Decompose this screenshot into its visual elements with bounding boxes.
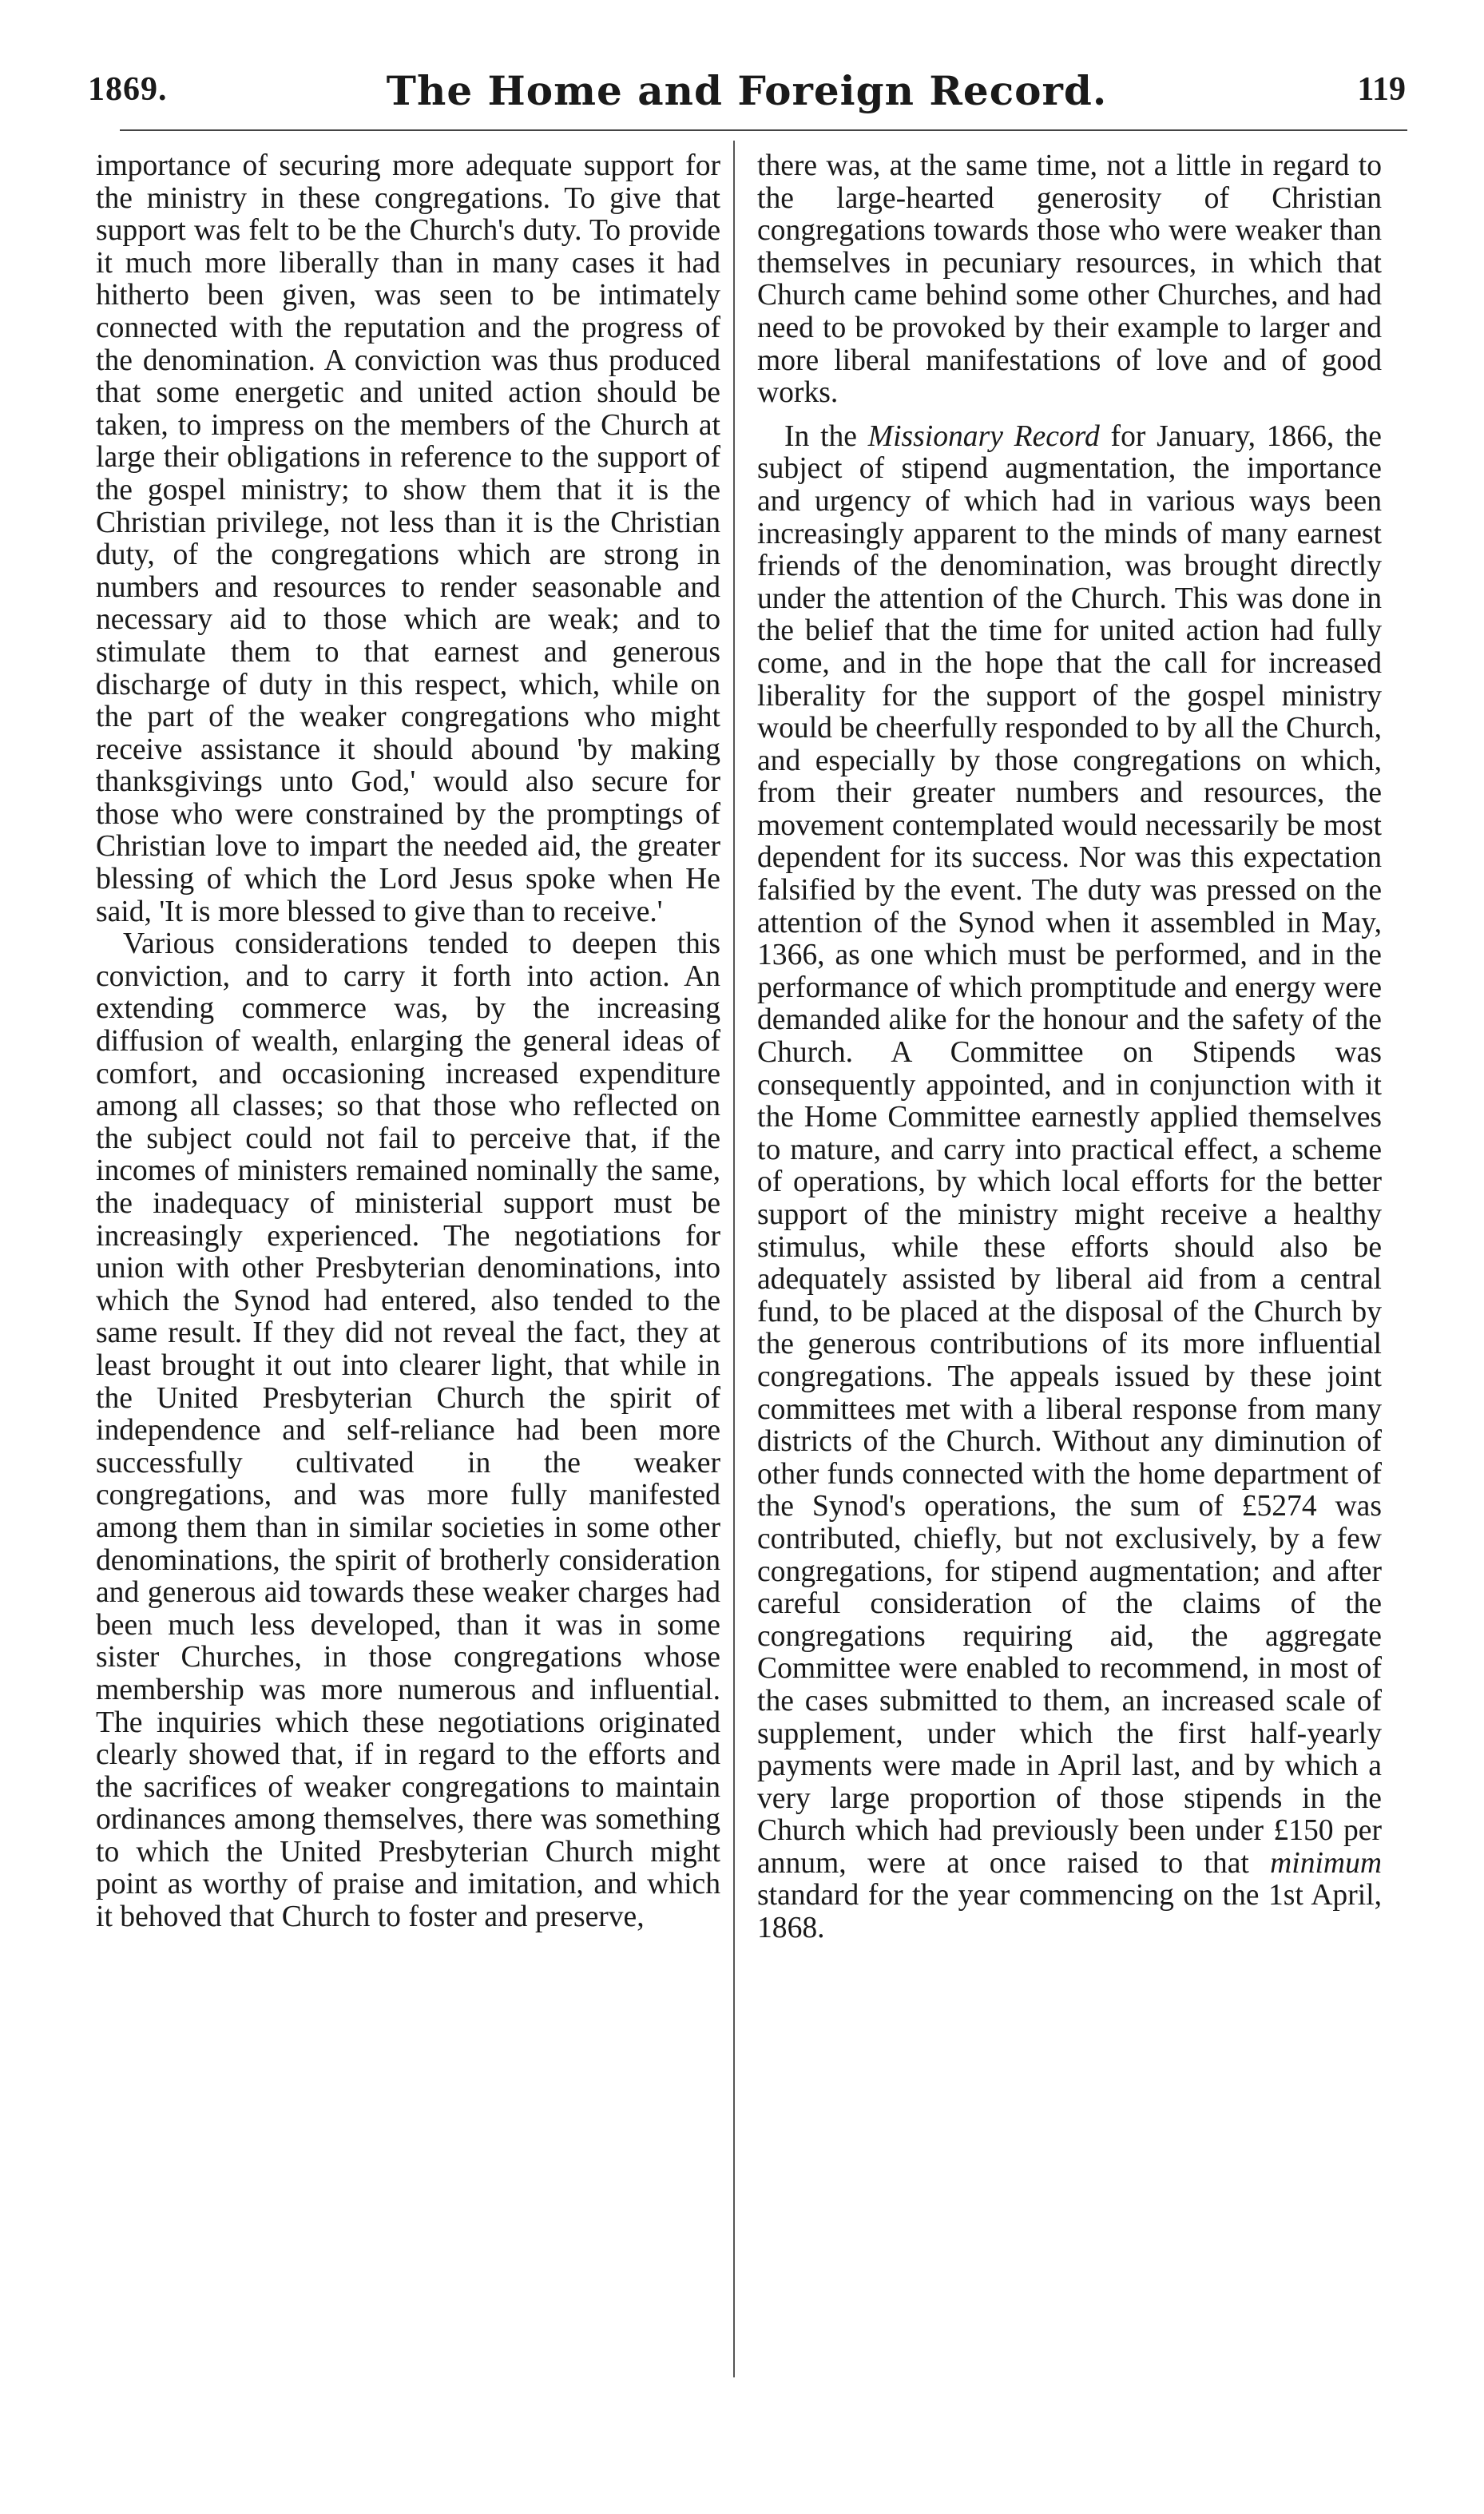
page-number: 119 <box>1357 71 1406 108</box>
left-paragraph-1: importance of securing more adequate support for the ministry in these congregations. To give that support was felt to be the Church's duty. To provide it much more liberally than in many cases it had hitherto been given, was seen to be intimately connected with the reputation and the progress of the denomination. A conviction was thus produced that some energetic and united action should be taken, to impress on the members of the Church at large their obligations in reference to the support of the gospel ministry; to show them that it is the Christian privilege, not less than it is the Christian duty, of the congregations which are strong in numbers and resources to render seasonable and necessary aid to those which are weak; and to stimulate them to that earnest and generous discharge of duty in this respect, which, while on the part of the weaker congregations who might receive assistance it should abound 'by making thanksgivings unto God,' would also secure for those who were constrained by the promptings of Christian love to impart the needed aid, the greater blessing of which the Lord Jesus spoke when He said, 'It is more blessed to give than to receive.' <box>96 150 720 928</box>
right-paragraph-1: there was, at the same time, not a little in regard to the large-hearted generosity of Christian congregations towards those who were weaker than themselves in pecuniary resources, in which that Church came behind some other Churches, and had need to be provoked by their example to larger and more liberal manifestations of love and of good works. <box>757 150 1382 410</box>
header-rule <box>120 129 1407 131</box>
minimum-word: minimum <box>1270 1846 1382 1880</box>
journal-title: The Home and Foreign Record. <box>386 67 1108 114</box>
header-year: 1869. <box>88 71 168 108</box>
running-header <box>88 67 1406 121</box>
right-paragraph-2 <box>757 421 1382 1945</box>
missionary-record-title: Missionary Record <box>867 419 1100 453</box>
column-divider <box>733 141 735 2377</box>
left-paragraph-2: Various considerations tended to deepen this conviction, and to carry it forth into action. An extending commerce was, by the increasing diffusion of wealth, enlarging the general ideas of comfort, and occasioning increased expenditure among all classes; so that those who reflected on the subject could not fail to perceive that, if the incomes of ministers remained nominally the same, the inadequacy of ministerial support must be increasingly experienced. The negotiations for union with other Presbyterian denominations, into which the Synod had entered, also tended to the same result. If they did not reveal the fact, they at least brought it out into clearer light, that while in the United Presbyterian Church the spirit of independence and self-reliance had been more successfully cultivated in the weaker congregations, and was more fully manifested among them than in similar societies in some other denominations, the spirit of brotherly consideration and generous aid towards these weaker charges had been much less developed, than it was in some sister Churches, in those congregations whose membership was more numerous and influential. The inquiries which these negotiations originated clearly showed that, if in regard to the efforts and the sacrifices of weaker congregations to maintain ordinances among themselves, there was something to which the United Presbyterian Church might point as worthy of praise and imitation, and which it behoved that Church to foster and preserve, <box>96 927 720 1934</box>
p2-end: standard for the year commencing on the 1st April, 1868. <box>757 1879 1382 1945</box>
p2-after: for January, 1866, the subject of stipend augmentation, the importance and urgency of which had in various ways been increasingly apparent to the minds of many earnest friends of the denomination, was brought directly under the attention of the Church. This was done in the belief that the time for united action had fully come, and in the hope that the call for increased liberality for the support of the gospel ministry would be cheerfully responded to by all the Church, and especially by those congregations on which, from their greater numbers and resources, the movement contemplated would necessarily be most dependent for its success. Nor was this expectation falsified by the event. The duty was pressed on the attention of the Synod when it assembled in May, 1366, as one which must be performed, and in the performance of which promptitude and energy were demanded alike for the honour and the safety of the Church. A Committee on Stipends was consequently appointed, and in conjunction with it the Home Committee earnestly applied themselves to mature, and carry into practical effect, a scheme of operations, by which local efforts for the better support of the ministry might receive a healthy stimulus, while these efforts should also be adequately assisted by liberal aid from a central fund, to be placed at the disposal of the Church by the generous contributions of its more influential congregations. The appeals issued by these joint committees met with a liberal response from many districts of the Church. Without any diminution of other funds connected with the home department of the Synod's operations, the sum of £5274 was contributed, chiefly, but not exclusively, by a few congregations, for stipend augmentation; and after careful consideration of the claims of the congregations requiring aid, the aggregate Committee were enabled to recommend, in most of the cases submitted to them, an increased scale of supplement, under which the first half-yearly payments were made in April last, and by which a very large proportion of those stipends in the Church which had previously been under £150 per annum, were at once raised to that <box>757 419 1382 1880</box>
p2-before: In the <box>784 419 868 453</box>
left-column <box>96 150 720 2403</box>
right-column <box>757 150 1382 2403</box>
